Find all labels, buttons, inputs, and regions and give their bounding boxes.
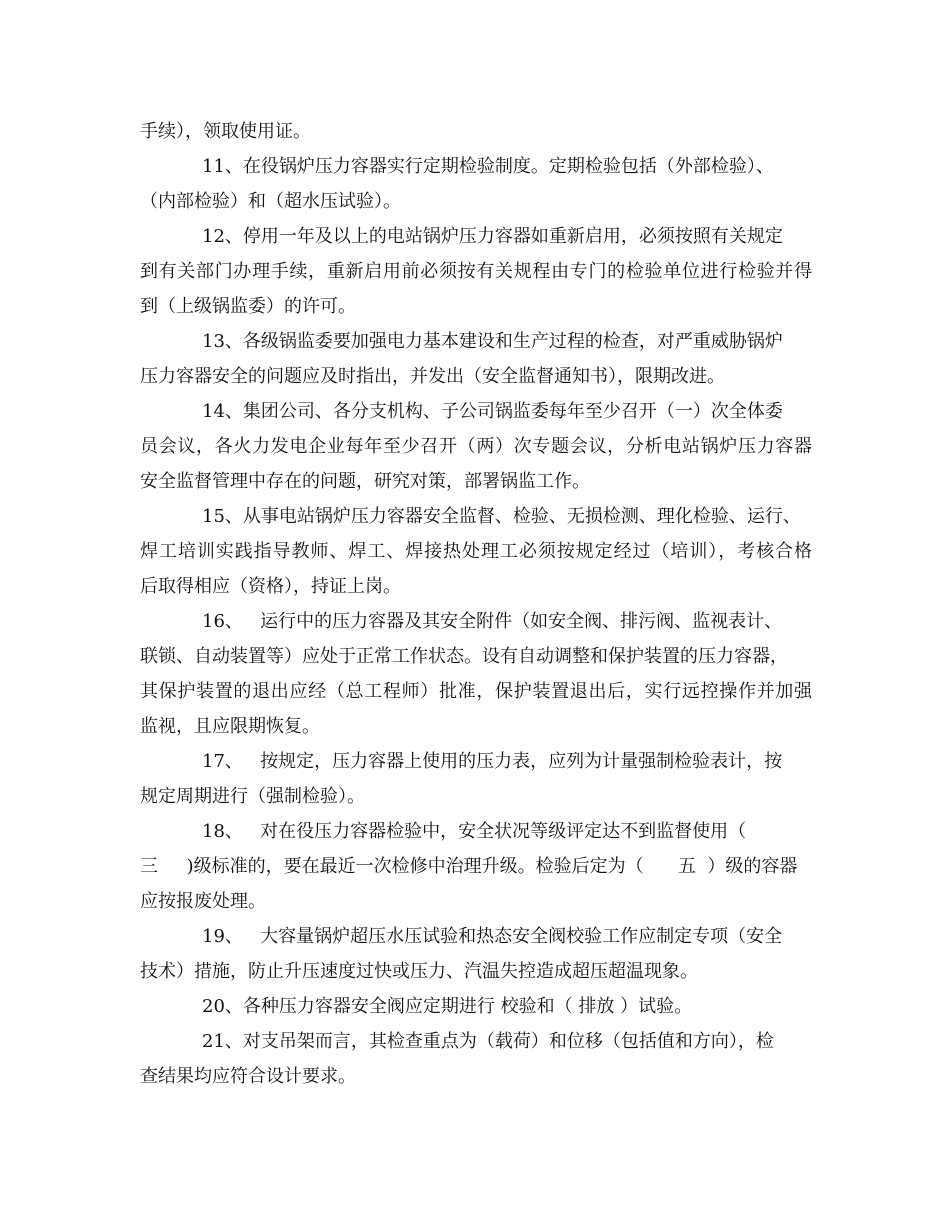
text-line: 20、各种压力容器安全阀应定期进行 校验和（ 排放 ）试验。 bbox=[202, 996, 693, 1017]
text-line: 员会议，各火力发电企业每年至少召开（两）次专题会议，分析电站锅炉压力容器 bbox=[140, 436, 812, 457]
text-line: 12、停用一年及以上的电站锅炉压力容器如重新启用，必须按照有关规定 bbox=[202, 226, 783, 247]
text-line: 14、集团公司、各分支机构、子公司锅监委每年至少召开（一）次全体委 bbox=[202, 401, 783, 422]
text-line: 到（上级锅监委）的许可。 bbox=[140, 296, 356, 317]
text-line: 技术）措施，防止升压速度过快或压力、汽温失控造成超压超温现象。 bbox=[140, 961, 698, 982]
text-line: 17、 按规定，压力容器上使用的压力表，应列为计量强制检验表计，按 bbox=[202, 751, 783, 772]
text-line: 13、各级锅监委要加强电力基本建设和生产过程的检查，对严重威胁锅炉 bbox=[202, 331, 783, 352]
text-line: （内部检验）和（超水压试验）。 bbox=[140, 191, 401, 212]
text-line: 手续），领取使用证。 bbox=[140, 121, 311, 142]
text-line: 11、在役锅炉压力容器实行定期检验制度。定期检验包括（外部检验）、 bbox=[202, 156, 774, 177]
text-line: 后取得相应（资格），持证上岗。 bbox=[140, 576, 401, 597]
text-line: 安全监督管理中存在的问题，研究对策，部署锅监工作。 bbox=[140, 471, 590, 492]
text-line: 15、从事电站锅炉压力容器安全监督、检验、无损检测、理化检验、运行、 bbox=[202, 506, 801, 527]
text-line: 21、对支吊架而言，其检查重点为（载荷）和位移（包括值和方向），检 bbox=[202, 1031, 774, 1052]
text-line: 监视，且应限期恢复。 bbox=[140, 716, 320, 737]
text-line: 规定周期进行（强制检验）。 bbox=[140, 786, 365, 807]
text-line: 焊工培训实践指导教师、焊工、焊接热处理工必须按规定经过（培训），考核合格 bbox=[140, 541, 812, 562]
text-line: 18、 对在役压力容器检验中，安全状况等级评定达不到监督使用（ bbox=[202, 821, 747, 842]
text-line: 19、 大容量锅炉超压水压试验和热态安全阀校验工作应制定专项（安全 bbox=[202, 926, 783, 947]
text-line: 到有关部门办理手续，重新启用前必须按有关规程由专门的检验单位进行检验并得 bbox=[140, 261, 812, 282]
text-line: 其保护装置的退出应经（总工程师）批准，保护装置退出后，实行远控操作并加强 bbox=[140, 681, 812, 702]
text-line: 应按报废处理。 bbox=[140, 891, 266, 912]
document-body bbox=[140, 114, 812, 1094]
text-line: 三 )级标准的，要在最近一次检修中治理升级。检验后定为（ 五 ）级的容器 bbox=[140, 856, 798, 877]
text-line: 查结果均应符合设计要求。 bbox=[140, 1066, 356, 1087]
text-line: 联锁、自动装置等）应处于正常工作状态。设有自动调整和保护装置的压力容器， bbox=[140, 646, 788, 667]
text-line: 压力容器安全的问题应及时指出，并发出（安全监督通知书），限期改进。 bbox=[140, 366, 725, 387]
text-line: 16、 运行中的压力容器及其安全附件（如安全阀、排污阀、监视表计、 bbox=[202, 611, 783, 632]
